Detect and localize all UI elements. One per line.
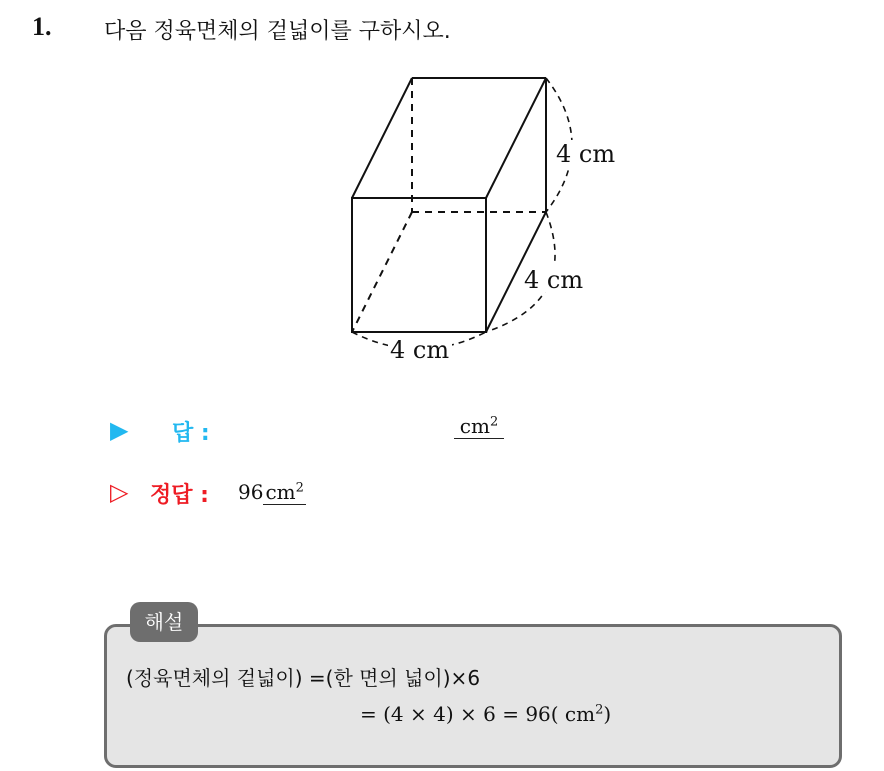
answer-label: 답 : [172,421,210,446]
answer-unit: cm [459,414,490,438]
explanation-line-1: (정육면체의 겉넓이) =(한 면의 넓이)×6 [126,666,481,690]
answer-unit-exp: 2 [489,414,499,430]
depth-label: 4 cm [524,266,584,294]
correct-answer-value: 96 $cm^2$ [238,480,304,504]
cube-edge [352,78,412,198]
explanation-line-2: = (4 × 4) × 6 = 96( $cm^2$) [360,702,612,726]
correct-play-outline-icon: ▷ [110,478,129,506]
cube-front-face [352,198,486,332]
cube-hidden-edge [352,212,412,332]
explanation-tab: 해설 [130,602,198,642]
cube-figure [330,70,650,370]
correct-answer-label: 정답 : [150,483,209,508]
answer-blank[interactable] [454,414,504,439]
cube-edge [486,78,546,198]
question-text: 다음 정육면체의 겉넓이를 구하시오. [104,19,451,44]
explanation-box [104,624,842,768]
height-label: 4 cm [556,140,616,168]
question-number: 1. [32,12,52,41]
answer-play-icon: ▶ [110,416,129,444]
correct-answer-row [110,474,530,514]
answer-row [110,414,530,448]
width-label: 4 cm [390,336,450,364]
